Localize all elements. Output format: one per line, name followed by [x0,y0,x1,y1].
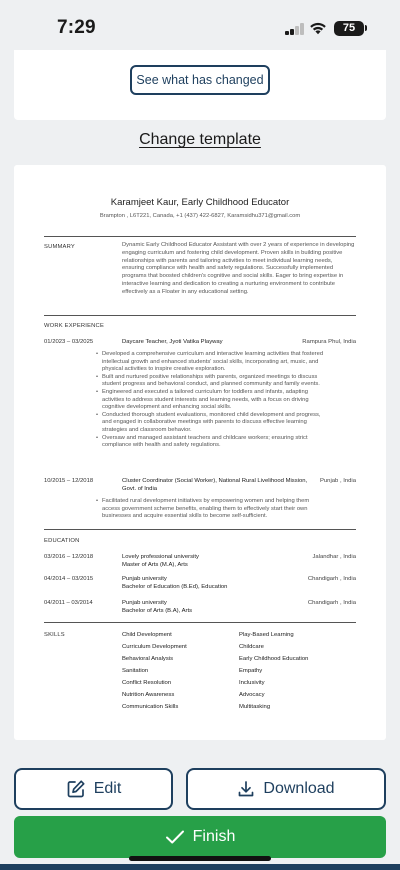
summary-heading: SUMMARY [44,244,75,250]
job-bullet: • Conducted thorough student evaluations, monitored child development and progress, and engaged in collaborative meetings with parents to discuss effective learning strategies and classroom behavior. [96,412,326,435]
job-title: Cluster Coordinator (Social Worker), National Rural Livelihood Mission, Govt. of India [122,478,308,492]
skill-item: Advocacy [239,692,265,698]
skill-item: Behavioral Analysis [122,656,174,662]
job-title: Daycare Teacher, Jyoti Vatika Playway [122,339,223,345]
job-dates: 10/2015 – 12/2018 [44,478,94,484]
job-bullets [96,498,326,521]
education-location: Chandigarh , India [307,576,356,582]
education-degree: Bachelor of Education (B.Ed), Education [122,584,228,590]
skill-item: Play-Based Learning [239,632,294,638]
divider [44,529,356,530]
education-dates: 04/2011 – 03/2014 [44,600,93,606]
skill-item: Conflict Resolution [122,680,172,686]
divider [44,236,356,237]
checkmark-icon [165,829,185,845]
job-bullet: • Engineered and executed a tailored curriculum for toddlers and infants, adapting activities to address student interests and learning needs, with a focus on driving cognitive development and enhancing social skills. [96,389,326,412]
skills-heading: SKILLS [44,632,65,638]
finish-label: Finish [192,828,236,845]
skill-item: Child Development [122,632,172,638]
skill-item: Communication Skills [122,704,179,710]
cellular-signal-icon [285,23,304,35]
job-bullet: • Built and nurtured positive relationships with parents, organized meetings to discuss student progress and behavioral conduct, and planned community and family events. [96,374,326,389]
job-bullets [96,351,326,450]
home-indicator [129,856,271,861]
battery-icon: 75 [334,21,364,36]
divider [44,622,356,623]
resume-contact: Brampton , L6T221, Canada, +1 (437) 422-6827, Karamsidhu371@gmail.com [99,213,301,219]
education-location: Jalandhar , India [312,554,356,560]
skill-item: Multitasking [239,704,271,710]
skill-item: Sanitation [122,668,149,674]
status-time: 7:29 [57,17,96,38]
edit-icon [66,779,86,799]
education-degree: Master of Arts (M.A), Arts [122,562,188,568]
skill-item: Empathy [239,668,263,674]
job-bullet: • Facilitated rural development initiatives by empowering women and helping them access government scheme benefits, enabling them to effectively start their own businesses and acquire essential skills to become self-sufficient. [96,498,326,521]
skill-item: Early Childhood Education [239,656,309,662]
summary-text: Dynamic Early Childhood Educator Assistant with over 2 years of experience in developing engaging curriculum and fostering child development. Proven skills in building positive relationships with parents and tailoring activities to meet individual learning needs, ensuring compliance with health and safety regulations. Successfully implemented programs that boosted children's cognitive and social skills. Eager to bring expertise in interactive learning and dedication to creating a nurturing environment to contribute effectively as a Floater in any educational setting. [122,242,355,295]
wifi-icon [309,21,327,35]
education-location: Chandigarh , India [307,600,356,606]
divider [44,315,356,316]
job-location: Punjab , India [319,478,356,484]
edit-label: Edit [93,780,122,797]
education-dates: 04/2014 – 03/2015 [44,576,94,582]
battery-tip [365,25,367,31]
skill-item: Nutrition Awareness [122,692,175,698]
education-school: Lovely professional university [122,554,199,560]
job-dates: 01/2023 – 03/2025 [44,339,94,345]
change-template-link[interactable]: Change template [139,131,261,148]
job-bullet: • Oversaw and managed assistant teachers and childcare workers; ensuring strict compliance with health and safety regulations. [96,435,326,450]
download-button[interactable] [186,768,386,810]
download-label: Download [263,780,335,797]
skill-item: Curriculum Development [122,644,187,650]
see-what-changed-button[interactable]: See what has changed [130,65,270,95]
edit-button[interactable] [14,768,173,810]
resume-preview [14,165,386,740]
job-location: Rampura Phul, India [302,339,356,345]
job-bullet: • Developed a comprehensive curriculum and interactive learning activities that fostered intellectual growth and enhanced students' social skills, incorporating art, music, and physical activities to inspire creative exploration. [96,351,326,374]
education-heading: EDUCATION [44,538,80,544]
education-dates: 03/2016 – 12/2018 [44,554,94,560]
download-icon [237,780,255,798]
skill-item: Inclusivity [239,680,265,686]
skill-item: Childcare [239,644,264,650]
education-school: Punjab university [122,600,167,606]
resume-name: Karamjeet Kaur, Early Childhood Educator [110,197,290,208]
work-experience-heading: WORK EXPERIENCE [44,323,105,329]
education-school: Punjab university [122,576,167,582]
changes-card [14,50,386,120]
finish-button[interactable] [14,816,386,858]
bottom-strip [0,864,400,870]
education-degree: Bachelor of Arts (B.A), Arts [122,608,193,614]
